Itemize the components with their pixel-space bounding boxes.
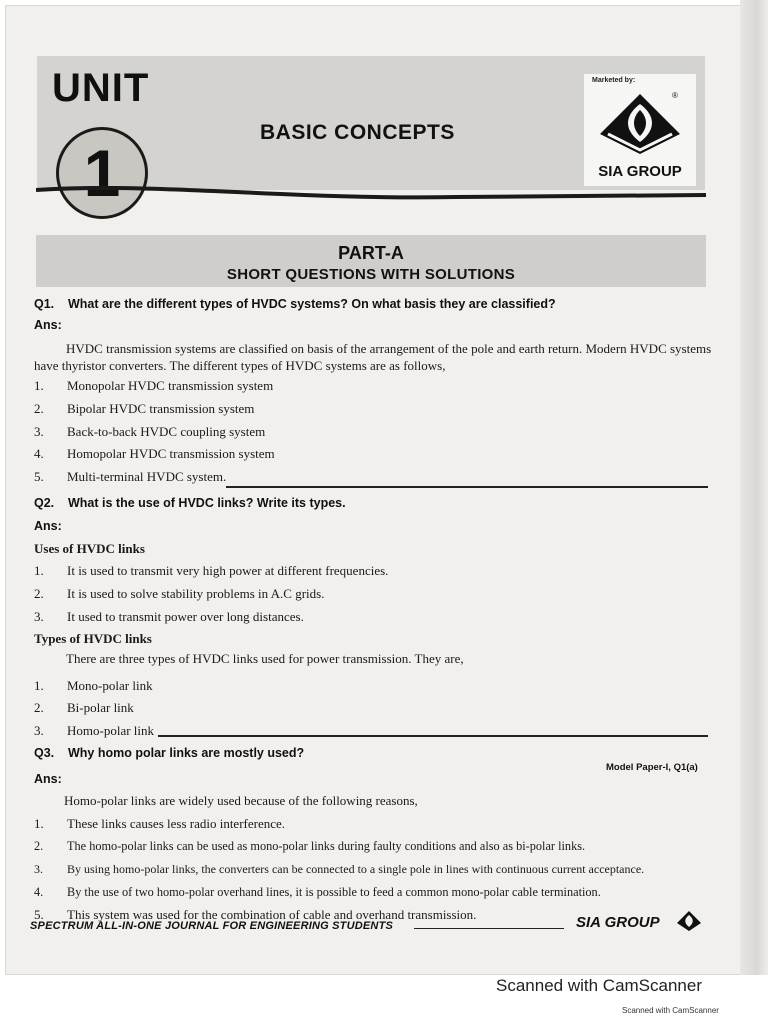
- list-item: [34, 862, 644, 877]
- list-item: [34, 839, 585, 854]
- list-item: [34, 378, 273, 394]
- unit-label: UNIT: [52, 66, 150, 110]
- list-item: [34, 424, 265, 440]
- item-number: 2.: [34, 586, 44, 601]
- item-number: 5.: [34, 469, 44, 484]
- item-number: 3.: [34, 862, 43, 876]
- list-item: [34, 816, 285, 832]
- part-banner: [36, 235, 706, 287]
- item-number: 2.: [34, 700, 44, 715]
- item-text: This system was used for the combination of cable and overhand transmission.: [67, 907, 477, 922]
- footer-brand: SIA GROUP: [576, 914, 660, 931]
- list-item: [34, 885, 601, 900]
- paragraph-line: Homo-polar links are widely used because of the following reasons,: [64, 793, 418, 808]
- item-text: Bi-polar link: [67, 700, 134, 715]
- paragraph-line: HVDC transmission systems are classified on basis of the arrangement of the pole and earth return. Modern HVDC systems: [66, 341, 712, 356]
- paragraph-line: There are three types of HVDC links used for power transmission. They are,: [66, 651, 464, 666]
- item-text: Homo-polar link: [67, 723, 155, 738]
- list-item: [34, 401, 254, 417]
- unit-number: 1: [83, 136, 121, 210]
- answer-label: Ans:: [34, 318, 62, 332]
- scanner-watermark: Scanned with CamScanner: [496, 976, 703, 995]
- item-number: 2.: [34, 839, 44, 853]
- question-number: Q1.: [34, 297, 55, 311]
- item-number: 3.: [34, 609, 44, 624]
- section-divider: [158, 735, 708, 737]
- part-title: PART-A: [338, 243, 404, 263]
- item-text: It used to transmit power over long distances.: [67, 609, 304, 624]
- question-2: [34, 496, 346, 510]
- sia-group-logo: [584, 74, 696, 186]
- item-text: Multi-terminal HVDC system.: [67, 469, 227, 484]
- paragraph-line: have thyristor converters. The different types of HVDC systems are as follows,: [34, 358, 446, 373]
- sia-book-icon-small: [676, 910, 702, 932]
- chapter-title: BASIC CONCEPTS: [260, 121, 455, 144]
- item-text: Homopolar HVDC transmission system: [67, 446, 275, 461]
- list-item: [34, 586, 324, 602]
- item-text: It is used to solve stability problems in A.C grids.: [67, 586, 325, 601]
- header-swoosh-rule: [36, 186, 706, 206]
- item-number: 3.: [34, 723, 44, 738]
- page-edge-shadow: [740, 0, 768, 975]
- item-text: The homo-polar links can be used as mono-polar links during faulty conditions and also as bi-polar links.: [67, 839, 586, 853]
- item-number: 1.: [34, 678, 44, 693]
- item-number: 3.: [34, 424, 44, 439]
- item-number: 1.: [34, 563, 44, 578]
- question-text: Why homo polar links are mostly used?: [68, 746, 305, 760]
- question-text: What is the use of HVDC links? Write its types.: [68, 496, 346, 510]
- list-item: [34, 723, 154, 739]
- item-text: Back-to-back HVDC coupling system: [67, 424, 266, 439]
- scanner-watermark-small: Scanned with CamScanner: [622, 1006, 719, 1015]
- item-text: It is used to transmit very high power at different frequencies.: [67, 563, 389, 578]
- item-number: 4.: [34, 446, 44, 461]
- list-item: [34, 678, 153, 694]
- question-number: Q2.: [34, 496, 55, 510]
- types-heading: Types of HVDC links: [34, 631, 152, 646]
- answer-label: Ans:: [34, 519, 62, 533]
- part-subtitle: SHORT QUESTIONS WITH SOLUTIONS: [226, 266, 516, 283]
- question-number: Q3.: [34, 746, 55, 760]
- item-text: Bipolar HVDC transmission system: [67, 401, 255, 416]
- footer-journal-title: SPECTRUM ALL-IN-ONE JOURNAL FOR ENGINEERING STUDENTS: [30, 920, 394, 932]
- uses-heading: Uses of HVDC links: [34, 541, 145, 556]
- list-item: [34, 700, 134, 716]
- answer-label: Ans:: [34, 772, 62, 786]
- item-text: By the use of two homo-polar overhand lines, it is possible to feed a common mono-polar cable termination.: [67, 885, 601, 899]
- item-text: Mono-polar link: [67, 678, 153, 693]
- list-item: [34, 469, 226, 485]
- model-paper-reference: Model Paper-I, Q1(a): [606, 762, 698, 773]
- item-number: 4.: [34, 885, 44, 899]
- logo-marketed-by: Marketed by:: [592, 77, 636, 84]
- item-text: These links causes less radio interference.: [67, 816, 286, 831]
- list-item: [34, 446, 275, 462]
- question-text: What are the different types of HVDC systems? On what basis they are classified?: [68, 297, 556, 311]
- logo-name: SIA GROUP: [598, 163, 682, 180]
- section-divider: [226, 486, 708, 488]
- item-text: Monopolar HVDC transmission system: [67, 378, 274, 393]
- list-item: [34, 609, 304, 625]
- item-number: 5.: [34, 907, 44, 922]
- item-number: 1.: [34, 378, 44, 393]
- item-number: 2.: [34, 401, 44, 416]
- footer-rule: [414, 928, 564, 929]
- logo-registered-mark: ®: [672, 91, 678, 100]
- list-item: [34, 563, 388, 579]
- question-1: [34, 297, 556, 311]
- item-text: By using homo-polar links, the converters can be connected to a single pole in lines with continuous current acceptance.: [67, 862, 645, 876]
- question-3: [34, 746, 304, 760]
- item-number: 1.: [34, 816, 44, 831]
- sia-book-icon: [594, 90, 686, 162]
